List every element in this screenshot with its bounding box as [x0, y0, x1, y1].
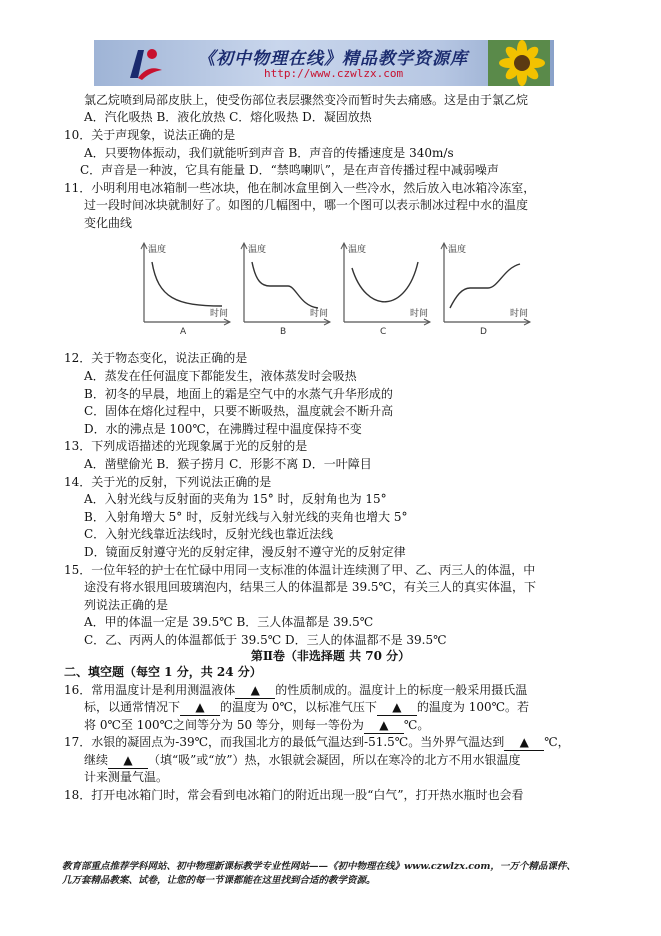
graph-a-label: A: [180, 327, 187, 337]
graph-d-xlabel: 时间: [510, 309, 529, 319]
temperature-time-graphs: [126, 238, 536, 338]
q13-options: A．凿壁偷光 B．猴子捞月 C．形影不离 D．一叶障目: [84, 457, 372, 471]
q17-line1: [64, 734, 570, 751]
graph-d-label: D: [480, 327, 487, 337]
q17-text-a: 17．水银的凝固点为-39℃，而我国北方的最低气温达到-51.5℃。当外界气温达到: [64, 735, 505, 749]
q13-stem: 13．下列成语描述的光现象属于光的反射的是: [64, 439, 308, 453]
q16-line2: [84, 699, 529, 716]
banner-title: 《初中物理在线》精品教学资源库: [198, 49, 468, 69]
footer-line: 几万套精品教案、试卷，让您的每一节课都能在这里找到合适的教学资源。: [62, 875, 376, 886]
q16-text-a: 16．常用温度计是利用测温液体: [64, 683, 236, 697]
sunflower-icon: [488, 40, 550, 86]
graph-d: [441, 243, 530, 337]
graph-c-ylabel: 温度: [348, 245, 367, 255]
q12-option-d: D．水的沸点是 100℃，在沸腾过程中温度保持不变: [84, 422, 362, 436]
q11-stem-cont: 过一段时间冰块就制好了。如图的几幅图中，哪一个图可以表示制冰过程中水的温度: [84, 198, 529, 212]
q10-options-ab: A．只要物体振动，我们就能听到声音 B．声音的传播速度是 340m/s: [84, 146, 454, 160]
q12-option-c: C．固体在熔化过程中，只要不断吸热，温度就会不断升高: [84, 404, 394, 418]
graph-c-label: C: [380, 327, 387, 337]
graph-b: [241, 243, 330, 337]
q17-line3: 计来测量气温。: [84, 770, 169, 784]
q16-line3: [84, 717, 429, 734]
q18-line1: 18．打开电冰箱门时，常会看到电冰箱门的附近出现一股“白气”，打开热水瓶时也会看: [64, 788, 524, 802]
graph-b-label: B: [280, 327, 287, 337]
q14-option-c: C．入射光线靠近法线时，反射光线也靠近法线: [84, 527, 334, 541]
graph-d-ylabel: 温度: [448, 245, 467, 255]
section-2-heading: 第Ⅱ卷（非选择题 共 70 分）: [250, 649, 411, 663]
q15-stem-cont: 途没有将水银甩回玻璃泡内，结果三人的体温都是 39.5℃，有关三人的真实体温，下: [84, 580, 536, 594]
graph-c-xlabel: 时间: [410, 309, 429, 319]
answer-blank[interactable]: ▲: [364, 717, 404, 734]
footer-line: 教育部重点推荐学科网站、初中物理新课标教学专业性网站——《初中物理在线》www.czwlzx.com，一万个精品课件、: [62, 861, 576, 872]
q14-option-a: A．入射光线与反射面的夹角为 15° 时，反射角也为 15°: [84, 492, 387, 506]
answer-blank[interactable]: ▲: [377, 699, 417, 716]
q14-stem: 14．关于光的反射，下列说法正确的是: [64, 475, 272, 489]
q16-text-d: 的温度为 0℃，以标准气压下: [220, 700, 377, 714]
graph-a-xlabel: 时间: [210, 309, 229, 319]
q16-text-e: 的温度为 100℃。若: [416, 700, 530, 714]
q17-text-c: 继续: [84, 753, 109, 767]
q15-stem: 15．一位年轻的护士在忙碌中用同一支标准的体温计连续测了甲、乙、丙三人的体温，中: [64, 563, 536, 577]
graph-a: [141, 243, 230, 337]
q17-text-b: ℃，: [544, 735, 570, 749]
q9-stem-line: 氯乙烷喷到局部皮肤上，使受伤部位表层骤然变冷而暂时失去痛感。这是由于氯乙烷: [84, 93, 529, 107]
graph-c: [341, 243, 430, 337]
answer-blank[interactable]: ▲: [235, 682, 275, 699]
q15-stem-cont2: 列说法正确的是: [84, 598, 169, 612]
answer-blank[interactable]: ▲: [504, 734, 544, 751]
q16-line1: [64, 682, 527, 699]
q15-options-ab: A．甲的体温一定是 39.5℃ B．三人体温都是 39.5℃: [84, 615, 374, 629]
q15-options-cd: C．乙、丙两人的体温都低于 39.5℃ D．三人的体温都不是 39.5℃: [84, 633, 447, 647]
q10-stem: 10．关于声现象，说法正确的是: [64, 128, 236, 142]
q12-option-b: B．初冬的早晨，地面上的霜是空气中的水蒸气升华形成的: [84, 387, 393, 401]
fill-in-heading: 二、填空题（每空 1 分，共 24 分）: [64, 665, 262, 679]
answer-blank[interactable]: ▲: [108, 752, 148, 769]
graph-b-xlabel: 时间: [310, 309, 329, 319]
q10-options-cd: C．声音是一种波，它具有能量 D．“禁鸣喇叭”，是在声音传播过程中减弱噪声: [80, 163, 499, 177]
q11-stem: 11．小明利用电冰箱制一些冰块，他在制冰盒里倒入一些冷水，然后放入电冰箱冷冻室，: [64, 181, 536, 195]
q17-text-d: （填“吸”或“放”）热，水银就会凝固，所以在寒冷的北方不用水银温度: [148, 753, 521, 767]
q16-text-c: 标，以通常情况下: [84, 700, 181, 714]
q11-stem-cont2: 变化曲线: [84, 216, 133, 230]
q12-option-a: A．蒸发在任何温度下都能发生，液体蒸发时会吸热: [84, 369, 357, 383]
q16-text-f: 将 0℃至 100℃之间等分为 50 等分，则每一等份为: [84, 718, 364, 732]
logo-icon: [124, 44, 166, 82]
q16-text-b: 的性质制成的。温度计上的标度一般采用摄氏温: [275, 683, 528, 697]
q14-option-b: B．入射角增大 5° 时，反射光线与入射光线的夹角也增大 5°: [84, 510, 408, 524]
banner-url[interactable]: http://www.czwlzx.com: [264, 67, 404, 80]
q14-option-d: D．镜面反射遵守光的反射定律，漫反射不遵守光的反射定律: [84, 545, 406, 559]
answer-blank[interactable]: ▲: [180, 699, 220, 716]
q17-line2: [84, 752, 521, 769]
q9-options: A．汽化吸热 B．液化放热 C．熔化吸热 D．凝固放热: [84, 110, 372, 124]
q16-text-g: ℃。: [403, 718, 430, 732]
header-banner: [94, 40, 554, 86]
graph-b-ylabel: 温度: [248, 245, 267, 255]
graph-a-ylabel: 温度: [148, 245, 167, 255]
q12-stem: 12．关于物态变化，说法正确的是: [64, 351, 248, 365]
footer-note: [62, 860, 622, 888]
